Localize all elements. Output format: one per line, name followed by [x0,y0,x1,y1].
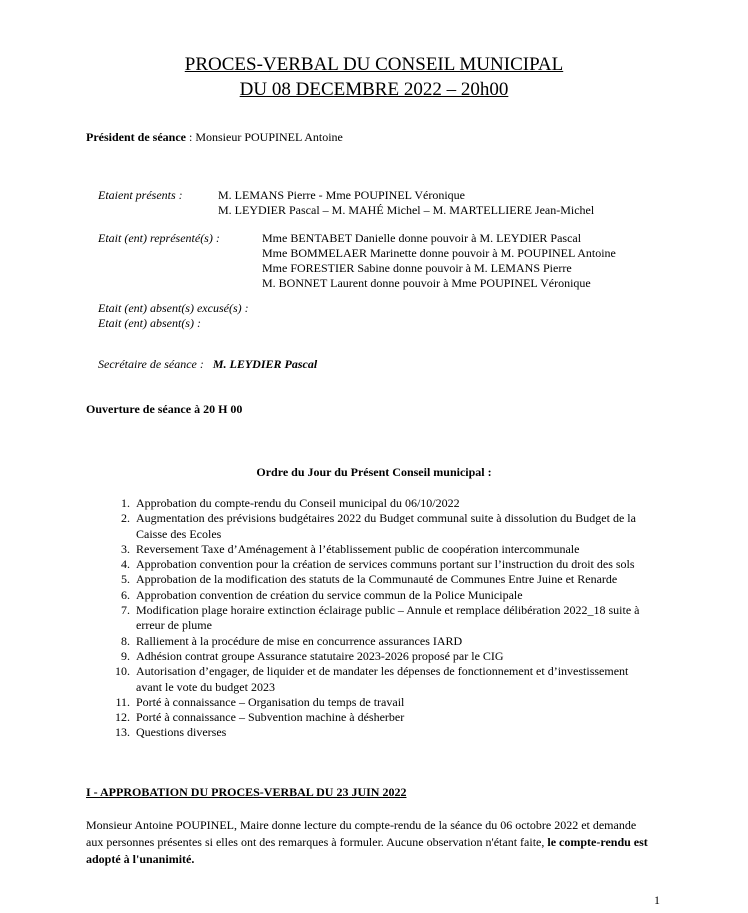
agenda-list [104,496,664,741]
section-title: I - APPROBATION DU PROCES-VERBAL DU 23 JUIN 2022 [86,785,407,799]
represented-label: Etait (ent) représenté(s) : [98,231,220,245]
president-value: : Monsieur POUPINEL Antoine [185,130,343,144]
agenda-item-number: 9. [121,648,130,663]
agenda-item-line: Approbation convention de création du service commun de la Police Municipale [136,587,523,602]
agenda-item-line: Augmentation des prévisions budgétaires 2022 du Budget communal suite à dissolution du Budget de la [136,511,636,526]
agenda-item-number: 6. [121,587,130,602]
agenda-item-line: Ralliement à la procédure de mise en concurrence assurances IARD [136,633,463,648]
section-paragraph [86,817,672,868]
agenda-item-line: Approbation de la modification des statuts de la Communauté de Communes Entre Juine et Renarde [136,572,618,587]
agenda-item-text [136,725,664,740]
agenda-item-number: 10. [115,664,130,679]
agenda-item [104,710,664,725]
agenda-item [104,557,664,572]
agenda-item-line: Questions diverses [136,725,227,740]
agenda-item-text [136,588,664,603]
paragraph-line-2 [86,834,672,851]
represented-line: Mme BOMMELAER Marinette donne pouvoir à M. POUPINEL Antoine [262,246,616,260]
agenda-item [104,695,664,710]
agenda-item [104,542,664,557]
agenda-item-text [136,649,664,664]
paragraph-line-1: Monsieur Antoine POUPINEL, Maire donne lecture du compte-rendu de la séance du 06 octobre 2022 et demande [86,818,637,832]
agenda-item-text [136,557,664,572]
presents-line: M. LEMANS Pierre - Mme POUPINEL Véronique [218,188,465,202]
agenda-item-number: 8. [121,633,130,648]
agenda-item-line: Adhésion contrat groupe Assurance statutaire 2023-2026 proposé par le CIG [136,648,504,663]
agenda-item-line: Approbation du compte-rendu du Conseil municipal du 06/10/2022 [136,496,460,510]
opening-line: Ouverture de séance à 20 H 00 [86,402,243,416]
agenda-item-text [136,496,664,511]
agenda-item [104,649,664,664]
agenda-item-text [136,572,664,587]
agenda-item-number: 2. [121,511,130,526]
agenda-item-number: 4. [121,557,130,572]
agenda-item-number: 13. [115,725,130,740]
represented-line: Mme BENTABET Danielle donne pouvoir à M. LEYDIER Pascal [262,231,582,245]
agenda-item [104,603,664,634]
agenda-item-number: 1. [121,496,130,510]
presents-list [218,188,594,218]
secretary-label: Secrétaire de séance : [98,357,204,371]
agenda-item [104,572,664,587]
represented-list [262,231,616,291]
absent-excused-label: Etait (ent) absent(s) excusé(s) : [98,301,249,315]
agenda-item-text [136,603,664,634]
agenda-item-line: Reversement Taxe d’Aménagement à l’établissement public de coopération intercommunale [136,541,580,556]
title-line-2: DU 08 DECEMBRE 2022 – 20h00 [239,79,509,100]
agenda-item-text [136,634,664,649]
agenda-item-line: Approbation convention pour la création de services communs portant sur l’instruction du droit des sols [136,557,635,572]
agenda-item [104,634,664,649]
represented-line: M. BONNET Laurent donne pouvoir à Mme POUPINEL Véronique [262,276,591,290]
secretary-value: M. LEYDIER Pascal [212,357,318,371]
agenda-item-line: Porté à connaissance – Organisation du temps de travail [136,694,405,709]
president-line [86,130,343,145]
agenda-item-text [136,664,664,695]
agenda-item-text [136,511,664,542]
agenda-item-line: Caisse des Ecoles [136,526,222,541]
paragraph-line-2-normal: aux personnes présentes si elles ont des remarques à formuler. Aucune observation n'étant faite, [86,835,548,849]
agenda-item-line: Autorisation d’engager, de liquider et de mandater les dépenses de fonctionnement et d’investissement [136,664,629,679]
agenda-item-number: 5. [121,572,130,587]
agenda-item [104,588,664,603]
agenda-item-number: 7. [121,603,130,618]
paragraph-line-2-bold: le compte-rendu est [547,835,648,849]
agenda-item-number: 12. [115,710,130,725]
agenda-item-number: 11. [115,694,130,709]
presents-line: M. LEYDIER Pascal – M. MAHÉ Michel – M. MARTELLIERE Jean-Michel [218,203,595,217]
agenda-item-text [136,710,664,725]
page-number: 1 [654,893,660,907]
agenda-item [104,725,664,740]
title-line-1: PROCES-VERBAL DU CONSEIL MUNICIPAL [184,54,564,75]
agenda-item-text [136,542,664,557]
agenda-item-line: avant le vote du budget 2023 [136,679,275,694]
agenda-title: Ordre du Jour du Présent Conseil municipal : [256,465,492,479]
presents-label: Etaient présents : [98,188,183,202]
president-label: Président de séance [86,130,186,144]
agenda-item [104,511,664,542]
secretary-line [98,357,317,372]
agenda-item-number: 3. [121,541,130,556]
absent-label: Etait (ent) absent(s) : [98,316,201,330]
agenda-item-line: Porté à connaissance – Subvention machine à désherber [136,710,405,725]
paragraph-line-3: adopté à l'unanimité. [86,852,195,866]
agenda-item-line: erreur de plume [136,618,212,633]
agenda-item-line: Modification plage horaire extinction éclairage public – Annule et remplace délibération 2022_18 suite à [136,603,640,618]
agenda-item-text [136,695,664,710]
represented-line: Mme FORESTIER Sabine donne pouvoir à M. LEMANS Pierre [262,261,572,275]
agenda-item [104,496,664,511]
agenda-item [104,664,664,695]
